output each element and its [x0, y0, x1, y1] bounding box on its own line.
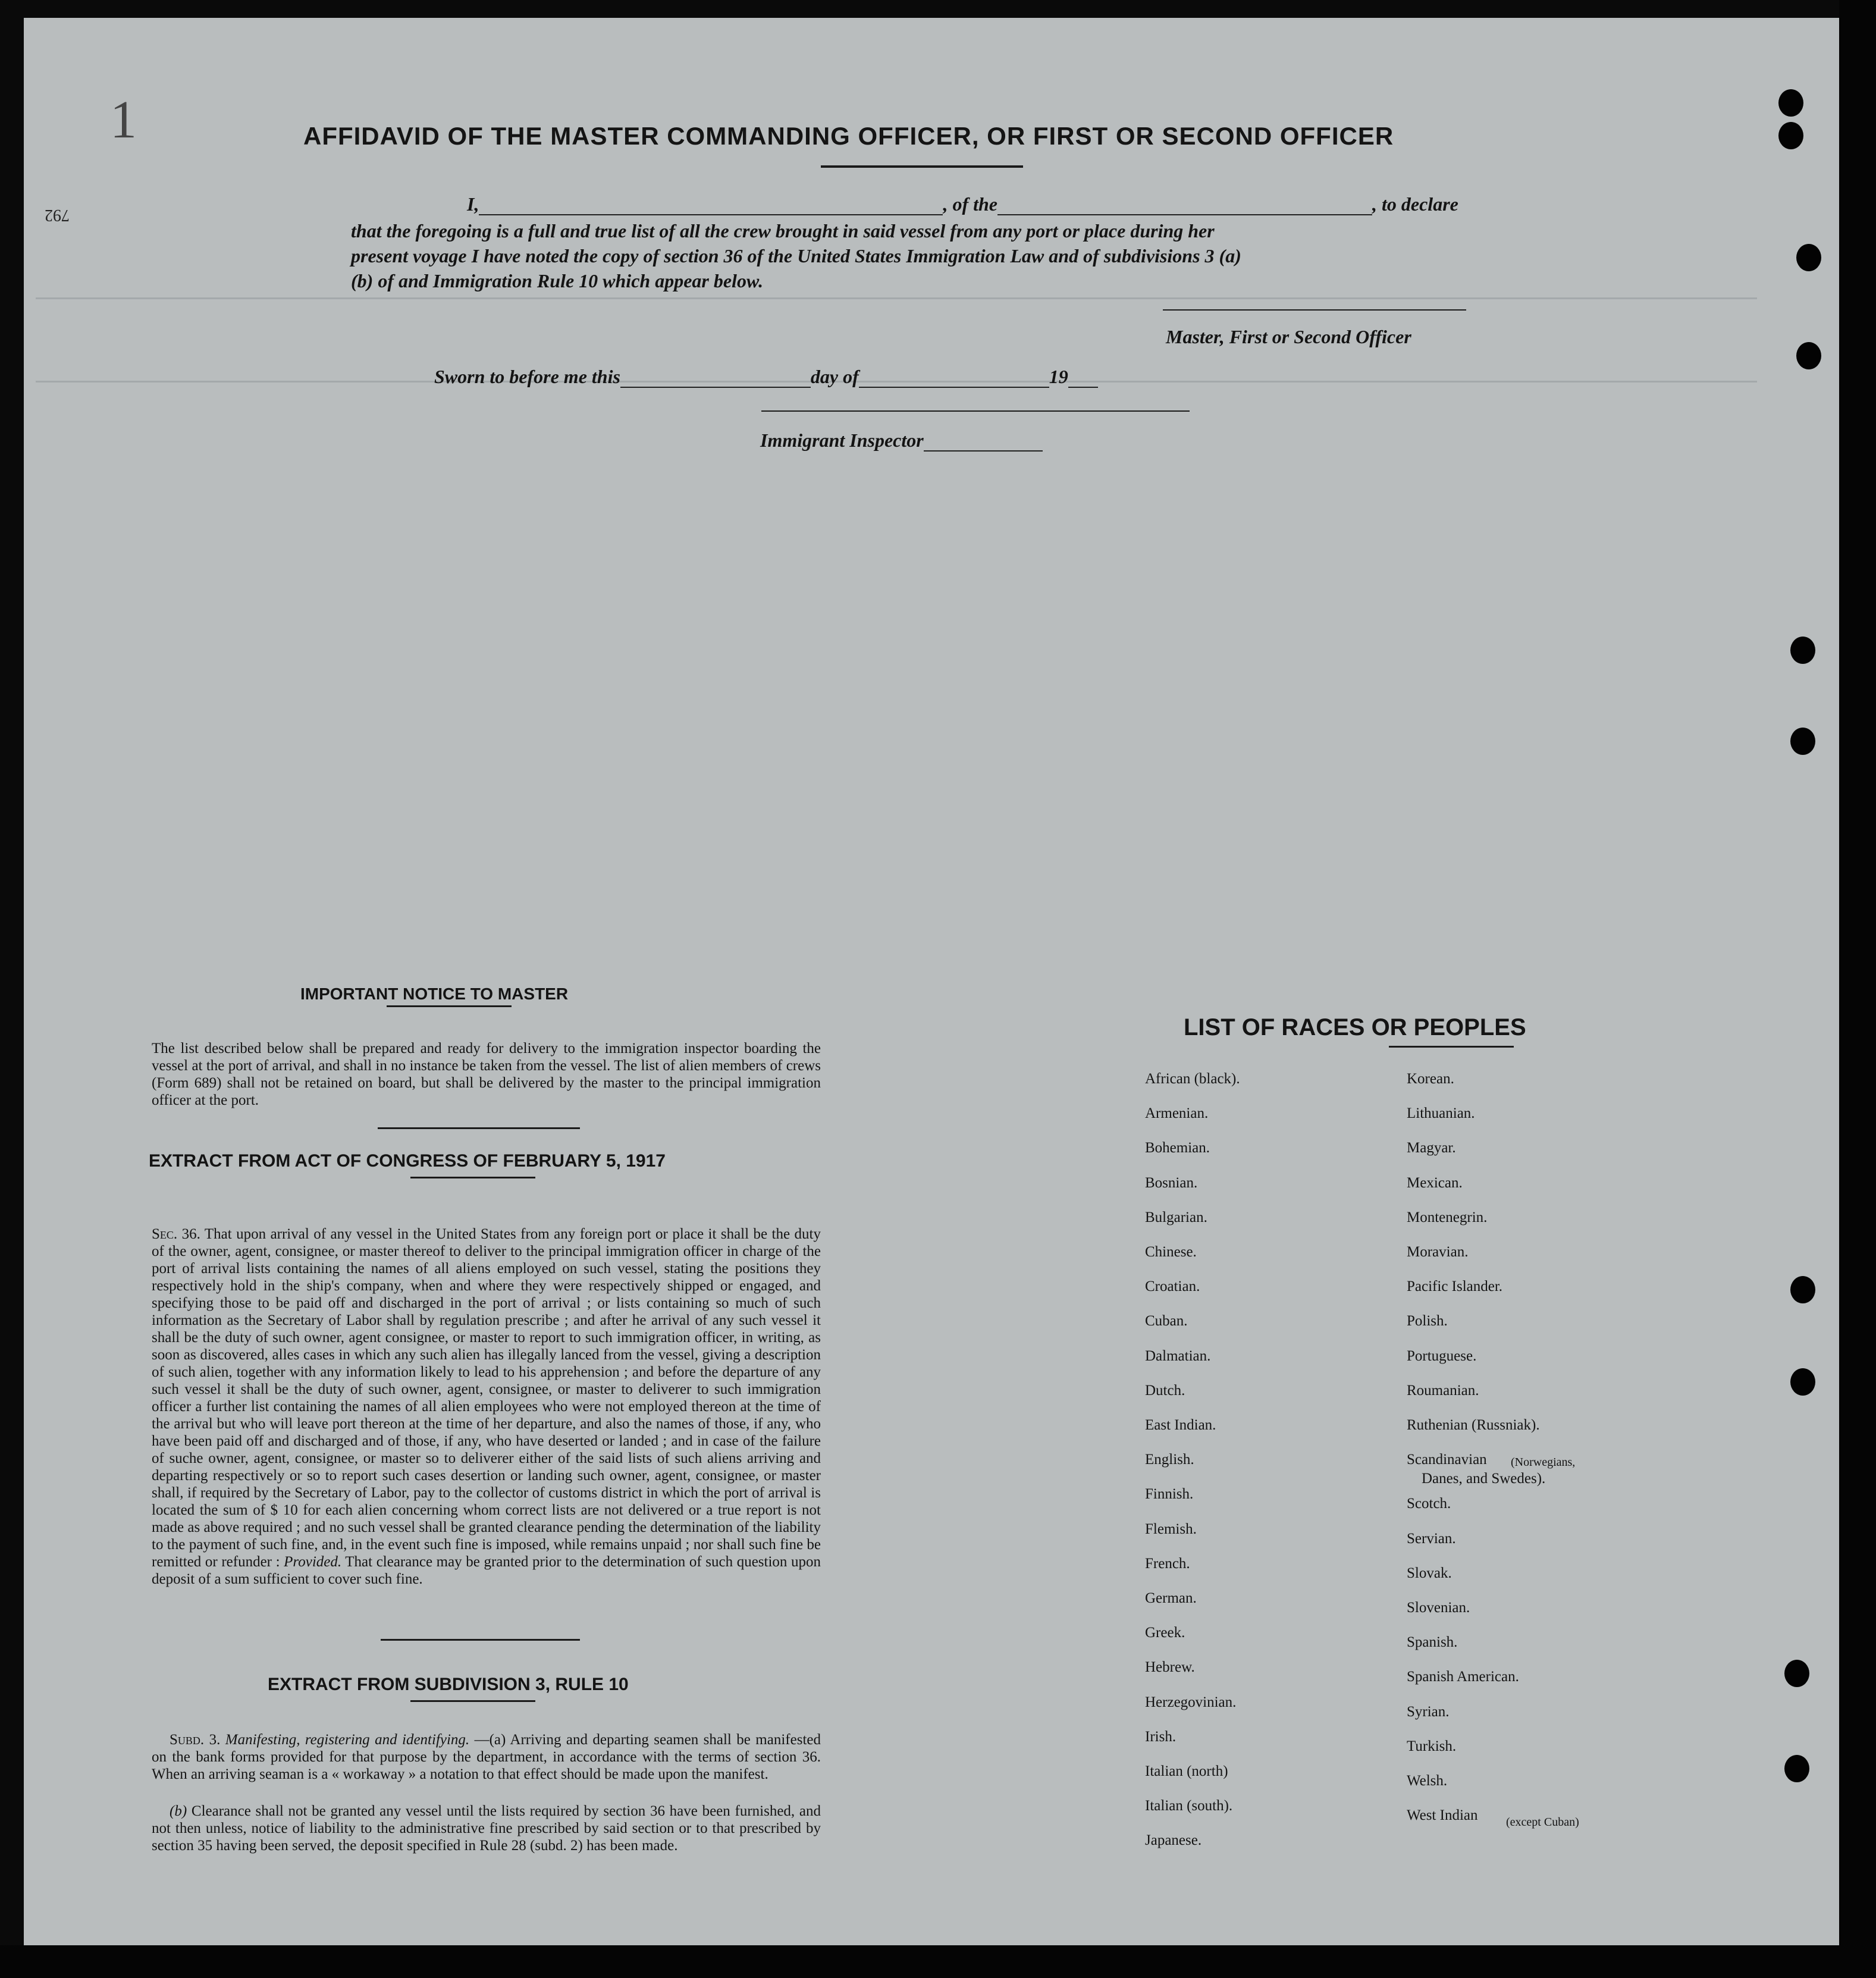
document-page — [24, 18, 1839, 1945]
race-item: East Indian. — [1145, 1417, 1216, 1433]
race-item: Dutch. — [1145, 1382, 1185, 1399]
race-item: Slovenian. — [1407, 1600, 1470, 1616]
binder-hole — [1778, 122, 1803, 149]
binder-hole — [1790, 637, 1815, 664]
rule-title: EXTRACT FROM SUBDIVISION 3, RULE 10 — [268, 1675, 629, 1694]
binder-hole — [1790, 728, 1815, 755]
notice-underline — [387, 1005, 512, 1007]
race-item: Italian (north) — [1145, 1763, 1228, 1779]
race-item: Lithuanian. — [1407, 1105, 1475, 1122]
year-label: 19 — [1049, 366, 1068, 387]
act-title: EXTRACT FROM ACT OF CONGRESS OF FEBRUARY 5, 1917 — [149, 1151, 666, 1171]
affidavit-declare: , to declare — [1372, 193, 1458, 215]
act-underline — [410, 1177, 535, 1178]
name-blank — [479, 214, 943, 215]
subd-heading: Manifesting, registering and identifying. — [225, 1732, 470, 1748]
race-item: Welsh. — [1407, 1773, 1448, 1789]
race-item: Turkish. — [1407, 1738, 1457, 1754]
race-item: Portuguese. — [1407, 1347, 1477, 1364]
race-item: Polish. — [1407, 1313, 1448, 1330]
section-36-text: That upon arrival of any vessel in the United States from any foreign port or place it shall be the duty of the owner, agent, consignee, or master thereof to deliver to the principal immigration officer in charge of the port of arrival lists containing the names of all aliens employed on such vessel, stating the positions they respectively hold in the ship's company, when and where they were respectively shipped or engaged, and specifying those to be paid off and discharged in the port of arrival ; or lists containing so much of such information as the Secretary of Labor shall by regulation prescribe ; and after he arrival of any such vessel it shall be the duty of such owner, agent consignee, or master to report to such immigration officer, in writing, as soon as discovered, alles cases in which any such alien has illegally lanced from the vessel, giving a description of such alien, together with any information likely to lead to his apprehension ; and before the departure of any such vessel it shall be the duty of such owner, agent, consignee, or master to deliverer to such immigration officer a further list containing the names of all alien employees who were not employed thereon at the time of the arrival but who will leave port thereon at the time of her departure, and also the names of those, if any, who have been paid off and discharged and of those, if any, who have deserted or landed ; and in case of the failure of suche owner, agent, consignee, or master so to deliverer either of the said lists of such aliens arriving and departing respectively or so to report such cases desertion or landing such owner, agent, consignee, or master shall, if required by the Secretary of Labor, pay to the collector of customs district in which the port of arrival is located the sum of $ 10 for each alien concerning whom correct lists are not delivered or a true report is not made as above required ; and no such vessel shall be granted clearance pending the determination of the liability to the payment of such fine, and, in the event such fine is imposed, while remains unpaid ; nor shall such fine be remitted or refunder : — [152, 1226, 821, 1570]
signature-line — [1163, 309, 1466, 311]
sworn-day-blank — [620, 387, 811, 388]
sworn-line — [434, 366, 1098, 388]
race-item: Roumanian. — [1407, 1382, 1479, 1399]
race-item: Croatian. — [1145, 1278, 1200, 1295]
rule-text-a — [152, 1731, 821, 1783]
binder-hole — [1790, 1368, 1815, 1396]
scan-bottom-edge — [0, 1945, 1876, 1978]
margin-number: 792 — [45, 206, 70, 224]
races-title: LIST OF RACES OR PEOPLES — [1184, 1014, 1526, 1040]
race-item: Bulgarian. — [1145, 1209, 1207, 1225]
race-item: French. — [1145, 1555, 1190, 1572]
subd-b-label: (b) — [170, 1803, 187, 1819]
section-label: Sec. 36. — [152, 1226, 200, 1242]
notice-title: IMPORTANT NOTICE TO MASTER — [300, 985, 569, 1003]
race-item: Armenian. — [1145, 1105, 1209, 1122]
race-item: Mexican. — [1407, 1174, 1463, 1191]
vessel-blank — [997, 214, 1372, 215]
bleed-through-rule — [36, 297, 1757, 299]
race-item: Syrian. — [1407, 1703, 1450, 1720]
inspector-signature-line — [761, 410, 1190, 412]
race-item: German. — [1145, 1590, 1197, 1606]
affidavit-i: I, — [467, 193, 479, 215]
race-item: Montenegrin. — [1407, 1209, 1488, 1225]
scandinavian-note: (Norwegians, — [1511, 1456, 1576, 1469]
race-item: Servian. — [1407, 1530, 1456, 1547]
affidavit-line-1 — [467, 193, 1458, 215]
race-item: Italian (south). — [1145, 1798, 1233, 1814]
race-item: Spanish. — [1407, 1634, 1458, 1651]
race-item: Dalmatian. — [1145, 1347, 1211, 1364]
race-item: Bosnian. — [1145, 1174, 1198, 1191]
race-item: Finnish. — [1145, 1486, 1194, 1503]
notice-divider — [378, 1127, 580, 1129]
rule-underline — [410, 1700, 535, 1702]
provided-text: That clearance may be granted prior to the determination of such question upon deposit of a sum sufficient to cover such fine. — [152, 1554, 821, 1587]
affidavit-line-4: (b) of and Immigration Rule 10 which appear below. — [351, 270, 764, 291]
binder-hole — [1796, 244, 1821, 271]
binder-hole — [1778, 89, 1803, 117]
year-blank — [1068, 387, 1098, 388]
binder-hole — [1796, 342, 1821, 369]
scan-edge — [1839, 0, 1876, 1978]
scandinavian-note-2: Danes, and Swedes). — [1422, 1471, 1546, 1487]
race-item: Bohemian. — [1145, 1140, 1210, 1156]
act-text — [152, 1225, 821, 1588]
rule-text-b — [152, 1803, 821, 1854]
binder-hole — [1784, 1660, 1809, 1687]
race-item: Magyar. — [1407, 1140, 1456, 1156]
affidavit-line-2: that the foregoing is a full and true list of all the crew brought in said vessel from any port or place during her — [351, 220, 1215, 242]
race-item: Cuban. — [1145, 1313, 1188, 1330]
act-divider — [381, 1639, 580, 1641]
race-item: Hebrew. — [1145, 1659, 1195, 1676]
signature-label: Master, First or Second Officer — [1166, 326, 1411, 347]
binder-hole — [1790, 1276, 1815, 1303]
west-indian-note: (except Cuban) — [1506, 1816, 1579, 1829]
affidavit-line-3: present voyage I have noted the copy of section 36 of the United States Immigration Law and of subdivisions 3 (a) — [351, 245, 1241, 267]
race-item: Irish. — [1145, 1728, 1177, 1745]
day-of-label: day of — [810, 366, 859, 387]
race-item: Slovak. — [1407, 1565, 1452, 1581]
race-item: African (black). — [1145, 1071, 1240, 1087]
sworn-label: Sworn to before me this — [434, 366, 620, 387]
provided-label: Provided. — [284, 1554, 342, 1570]
race-item: Pacific Islander. — [1407, 1278, 1503, 1295]
races-underline — [1389, 1046, 1514, 1048]
inspector-label: Immigrant Inspector — [760, 430, 924, 451]
race-item: Flemish. — [1145, 1521, 1197, 1537]
race-item: Herzegovinian. — [1145, 1694, 1237, 1710]
race-item: Korean. — [1407, 1071, 1454, 1087]
binder-hole — [1784, 1755, 1809, 1782]
race-item: Greek. — [1145, 1625, 1185, 1641]
inspector-blank — [924, 450, 1043, 452]
affidavit-of-the: , of the — [943, 193, 997, 215]
subd-label: Subd. 3. — [170, 1732, 221, 1748]
subd-b-text: Clearance shall not be granted any vessel until the lists required by section 36 have been furnished, and not then unless, notice of liability to the administrative fine prescribed by said section or to that prescribed by section 35 having been served, the deposit specified in Rule 28 (subd. 2) has been made. — [152, 1803, 821, 1854]
race-item: Scotch. — [1407, 1496, 1451, 1512]
race-item: English. — [1145, 1452, 1194, 1468]
margin-mark: 1 — [110, 90, 137, 149]
race-item: Spanish American. — [1407, 1669, 1519, 1685]
race-item: Chinese. — [1145, 1244, 1197, 1260]
sworn-month-blank — [859, 387, 1049, 388]
race-item: Ruthenian (Russniak). — [1407, 1417, 1540, 1433]
inspector-line — [760, 430, 1043, 452]
race-item: Scandinavian — [1407, 1452, 1487, 1468]
race-item: Moravian. — [1407, 1244, 1469, 1260]
race-item: Japanese. — [1145, 1832, 1202, 1849]
subd-a-text: —(a) Arriving and departing seamen shall be manifested on the bank forms provided for that purpose by the department, in accordance with the terms of section 36. When an arriving seaman is a « workaway » a notation to that effect should be made upon the manifest. — [152, 1732, 821, 1782]
notice-text: The list described below shall be prepared and ready for delivery to the immigration inspector boarding the vessel at the port of arrival, and shall in no instance be taken from the vessel. The list of alien members of crews (Form 689) shall not be retained on board, but shall be delivered by the master to the principal immigration officer at the port. — [152, 1040, 821, 1108]
race-item: West Indian — [1407, 1807, 1478, 1824]
title-underline — [821, 165, 1023, 168]
affidavit-title: AFFIDAVID OF THE MASTER COMMANDING OFFICER, OR FIRST OR SECOND OFFICER — [303, 122, 1394, 150]
